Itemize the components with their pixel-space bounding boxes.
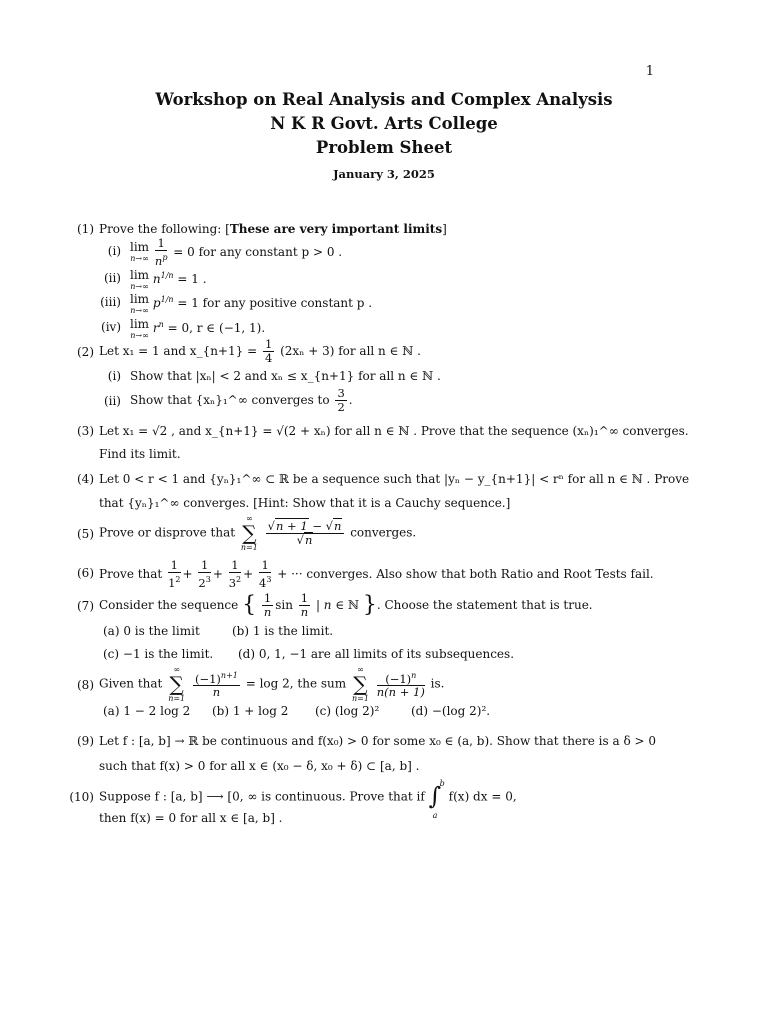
option-7d: (d) 0, 1, −1 are all limits of its subsequences. bbox=[238, 647, 515, 661]
option-8d: (d) −(log 2)². bbox=[411, 704, 491, 718]
sheet-date: January 3, 2025 bbox=[333, 167, 435, 181]
option-8c: (c) (log 2)² bbox=[315, 704, 380, 718]
option-7b: (b) 1 is the limit. bbox=[232, 624, 334, 638]
problem-sheet-page: 1 Workshop on Real Analysis and Complex Analysis N K R Govt. Arts College Problem Sheet January 3, 2025 (1) Prove the following: [These are very important limits] (i) lim n→∞ $\frac{1}{n^p}$ = 0 for any constant p > 0 . (ii) lim n→∞ $n^{1/n} = 1$ . (iii) lim n→∞ $p^{1/n} = 1$ for any positive constant p . (iv) lim n→∞ $r^n = 0$, r ∈ (−1, 1). (2) Let x₁ = 1 and x_{n+1} = $\frac{1}{4}$ (2xₙ + 3) for all n ∈ ℕ . (i) Show that |xₙ| < 2 and xₙ ≤ x_{n+1} for all n ∈ ℕ . (ii) Show that {xₙ}₁^∞ converges to $\frac{3}{2}$ . (3) Let x₁ = √2 , and x_{n+1} = √(2 + xₙ) for all n ∈ ℕ . Prove that the sequence (xₙ)₁^∞ converges. Find its limit. (4) Let 0 < r < 1 and {yₙ}₁^∞ ⊂ ℝ be a sequence such that |yₙ − y_{n+1}| < rⁿ for all n ∈ ℕ . Prove that {yₙ}₁^∞ converges. [Hint: Show that it is a Cauchy sequence.] (5) Prove or disprove that ∞ ∑ n=1 $\frac{√n + 1 - √n}{√n}$ converges. (6) Prove that $\frac{1}{1^2}$ + $\frac{1}{2^3}$ + $\frac{1}{3^2}$ + $\frac{1}{4^3}$ + ··· converges. Also show that both Ratio and Root Tests fail. (7) Consider the sequence { $\frac{1}{n}$ sin $\frac{1}{n}$ | n ∈ ℕ }. Choose the statement that is true. (a) 0 is the limit (b) 1 is the limit. (c) −1 is the limit. (d) 0, 1, −1 are all limits of its subsequences. (8) Given that ∞ ∑ n=1 $\frac{(-1)^{n+1}}{n}$ = log 2, the sum ∞ ∑ n=1 $\frac{(-1)^n}{n(n + 1)}$ is. (a) 1 − 2 log 2 (b) 1 + log 2 (c) (log 2)² (d) −(log 2)². (9) Let f : [a, b] → ℝ be continuous and f(x₀) > 0 for some x₀ ∈ (a, b). Show that there is a δ > 0 such that f(x) > 0 for all x ∈ (x₀ − δ, x₀ + δ) ⊂ [a, b] . (10) Suppose f : [a, b] ⟶ [0, ∞ is continuous. Prove that if b ∫ a f(x) dx = 0, then f(x) = 0 for all x ∈ [a, b] . bbox=[0, 0, 768, 1024]
option-7a: (a) 0 is the limit bbox=[103, 624, 200, 638]
page-number: 1 bbox=[645, 64, 654, 79]
option-8b: (b) 1 + log 2 bbox=[212, 704, 289, 718]
option-7c: (c) −1 is the limit. bbox=[103, 647, 214, 661]
important-limits-note: These are very important limits bbox=[229, 222, 443, 236]
option-8a: (a) 1 − 2 log 2 bbox=[103, 704, 191, 718]
integral-sign: b ∫ a bbox=[428, 779, 445, 820]
sheet-title: Problem Sheet bbox=[315, 138, 453, 157]
workshop-title: Workshop on Real Analysis and Complex Analysis bbox=[155, 90, 613, 109]
college-name: N K R Govt. Arts College bbox=[270, 114, 498, 133]
